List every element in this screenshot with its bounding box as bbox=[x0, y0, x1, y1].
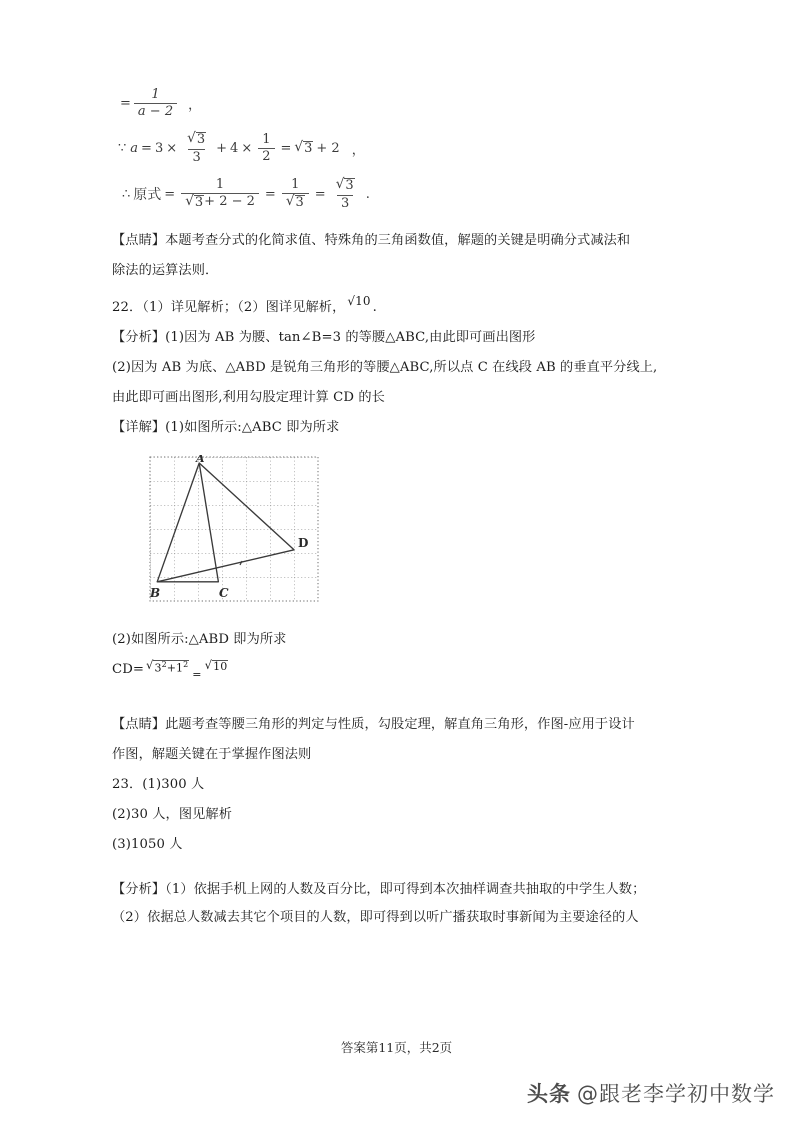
vertex-label-d: D bbox=[298, 536, 309, 551]
fraction-denominator: a − 2 bbox=[134, 103, 177, 119]
dianjing-paragraph-1: 【点睛】本题考查分式的化简求值、特殊角的三角函数值，解题的关键是明确分式减法和 bbox=[112, 233, 631, 249]
fenxi-22-line-1: 【分析】(1)因为 AB 为腰、tan∠B=3 的等腰△ABC,由此即可画出图形 bbox=[112, 330, 536, 346]
original-expression-label: 原式 bbox=[133, 187, 162, 204]
equals-sign: = bbox=[264, 186, 276, 202]
trailing-comma: ， bbox=[351, 142, 365, 158]
fenxi-23-line-2: （2）依据总人数减去其它个项目的人数，即可得到以听广播获取时事新闻为主要途径的人 bbox=[112, 910, 639, 926]
times-symbol: × bbox=[241, 140, 253, 156]
radicand bbox=[153, 660, 189, 675]
radical-sign: √ bbox=[285, 192, 295, 209]
cd-exponent-a: 2 bbox=[161, 660, 167, 670]
radical-sign: √ bbox=[187, 130, 196, 147]
dianjing-paragraph-2: 【点睛】此题考查等腰三角形的判定与性质，勾股定理，解直角三角形，作图-应用于设计 bbox=[112, 717, 635, 733]
question-23-answer-3: (3)1050 人 bbox=[112, 837, 183, 853]
sqrt-expression bbox=[336, 178, 355, 193]
vertex-label-a: A bbox=[196, 455, 205, 466]
vertex-label-c: C bbox=[219, 586, 229, 601]
page-footer: 答案第11页，共2页 bbox=[340, 1040, 453, 1055]
fraction-numerator: 1 bbox=[151, 87, 160, 102]
trailing-comma: ， bbox=[188, 97, 202, 113]
sqrt-expression bbox=[187, 132, 206, 147]
sqrt-expression bbox=[185, 192, 204, 210]
sqrt-expression bbox=[285, 192, 305, 210]
watermark-handle: @跟老李学初中数学 bbox=[577, 1082, 775, 1106]
fenxi-22-line-3: 由此即可画出图形,利用勾股定理计算 CD 的长 bbox=[112, 390, 385, 406]
period: . bbox=[365, 186, 370, 202]
fraction-numerator: 1 bbox=[291, 177, 300, 193]
question-23-answer-1: 23．(1)300 人 bbox=[112, 777, 205, 793]
fraction-1-over-sqrt3 bbox=[282, 178, 309, 210]
fraction-sqrt3-over-3-result bbox=[332, 178, 359, 210]
fraction-1-over-a-minus-2 bbox=[134, 88, 177, 118]
sqrt-result bbox=[205, 660, 229, 673]
geometry-figure-container bbox=[148, 455, 328, 619]
times-symbol: × bbox=[166, 140, 178, 156]
fraction-denominator: 2 bbox=[258, 148, 274, 164]
cd-expression bbox=[146, 660, 228, 690]
vertex-label-b: B bbox=[150, 586, 161, 601]
because-symbol: ∵ bbox=[118, 140, 127, 156]
math-line-3 bbox=[122, 178, 690, 210]
cd-term-a: 3 bbox=[154, 661, 162, 675]
cd-label: CD= bbox=[112, 662, 145, 678]
fraction-numerator bbox=[332, 178, 359, 194]
equals-sign: = bbox=[141, 140, 152, 156]
question-22-suffix: . bbox=[372, 300, 377, 316]
denominator-rest: + 2 − 2 bbox=[204, 193, 255, 209]
equals-sign: = bbox=[120, 95, 131, 111]
radicand: 3 bbox=[295, 194, 304, 210]
spacer bbox=[112, 694, 690, 710]
radicand: 3 bbox=[345, 178, 354, 194]
sqrt-expression bbox=[146, 660, 189, 675]
math-line-2 bbox=[118, 132, 690, 164]
radical-sign: √ bbox=[294, 138, 304, 155]
fraction-denominator: 3 bbox=[188, 149, 204, 165]
watermark-logo: 头条 bbox=[527, 1082, 571, 1106]
fraction-denominator bbox=[282, 193, 309, 210]
cd-exponent-b: 2 bbox=[183, 660, 189, 670]
dianjing-paragraph-1-cont: 除法的运算法则． bbox=[112, 263, 219, 279]
radical-sign: √ bbox=[335, 176, 345, 193]
equals-sign: = bbox=[192, 668, 202, 682]
fraction-1-over-2 bbox=[258, 133, 274, 163]
fraction-numerator: 1 bbox=[262, 132, 271, 148]
math-line-1 bbox=[120, 88, 690, 118]
radical-sign: √ bbox=[185, 192, 194, 209]
plus-symbol: + bbox=[216, 140, 228, 156]
cd-formula-line bbox=[112, 655, 690, 694]
coefficient-3: 3 bbox=[154, 140, 164, 156]
therefore-symbol: ∴ bbox=[122, 186, 131, 202]
dianjing-paragraph-2-cont: 作图，解题关键在于掌握作图法则 bbox=[112, 747, 312, 763]
question-22-answer-line bbox=[112, 292, 690, 323]
spacer-2 bbox=[112, 860, 690, 876]
page-content bbox=[112, 88, 690, 932]
fraction-denominator bbox=[181, 193, 259, 210]
xiangjie-22-line-1: 【详解】(1)如图所示:△ABC 即为所求 bbox=[112, 420, 340, 436]
plus-two: + 2 bbox=[316, 140, 340, 156]
equals-sign: = bbox=[280, 140, 292, 156]
sqrt-10-inline bbox=[347, 286, 370, 316]
watermark bbox=[527, 1078, 775, 1108]
coefficient-4: 4 bbox=[230, 140, 239, 156]
radicand: 10 bbox=[355, 294, 371, 309]
xiangjie-22-line-2: (2)如图所示:△ABD 即为所求 bbox=[112, 632, 287, 648]
radical-sign: √ bbox=[204, 658, 213, 673]
fraction-numerator bbox=[183, 132, 210, 148]
radical-sign: √ bbox=[146, 658, 154, 673]
radical-sign: √ bbox=[347, 294, 356, 309]
fraction-sqrt3-over-3 bbox=[183, 132, 210, 164]
radicand: 3 bbox=[194, 194, 204, 210]
fraction-1-over-sqrt3-plus-2-minus-2 bbox=[181, 178, 259, 210]
question-22-prefix: 22．（1）详见解析；（2）图详见解析， bbox=[112, 300, 346, 316]
radicand: 3 bbox=[304, 140, 313, 156]
variable-a: a bbox=[130, 140, 139, 156]
fraction-numerator: 1 bbox=[215, 177, 225, 193]
radicand: 3 bbox=[196, 132, 206, 148]
radicand: 10 bbox=[213, 660, 228, 674]
equals-sign: = bbox=[164, 186, 176, 202]
fraction-denominator: 3 bbox=[337, 195, 353, 211]
sqrt-expression bbox=[294, 138, 313, 156]
equals-sign: = bbox=[314, 186, 326, 202]
question-23-answer-2: (2)30 人，图见解析 bbox=[112, 807, 232, 823]
fenxi-22-line-2: (2)因为 AB 为底、△ABD 是锐角三角形的等腰△ABC,所以点 C 在线段 AB 的垂直平分线上, bbox=[112, 360, 658, 376]
cd-plus-one: +1 bbox=[166, 661, 184, 675]
fenxi-23-line-1: 【分析】（1）依据手机上网的人数及百分比，即可得到本次抽样调查共抽取的中学生人数； bbox=[112, 882, 646, 898]
grid-geometry-figure bbox=[148, 455, 328, 619]
